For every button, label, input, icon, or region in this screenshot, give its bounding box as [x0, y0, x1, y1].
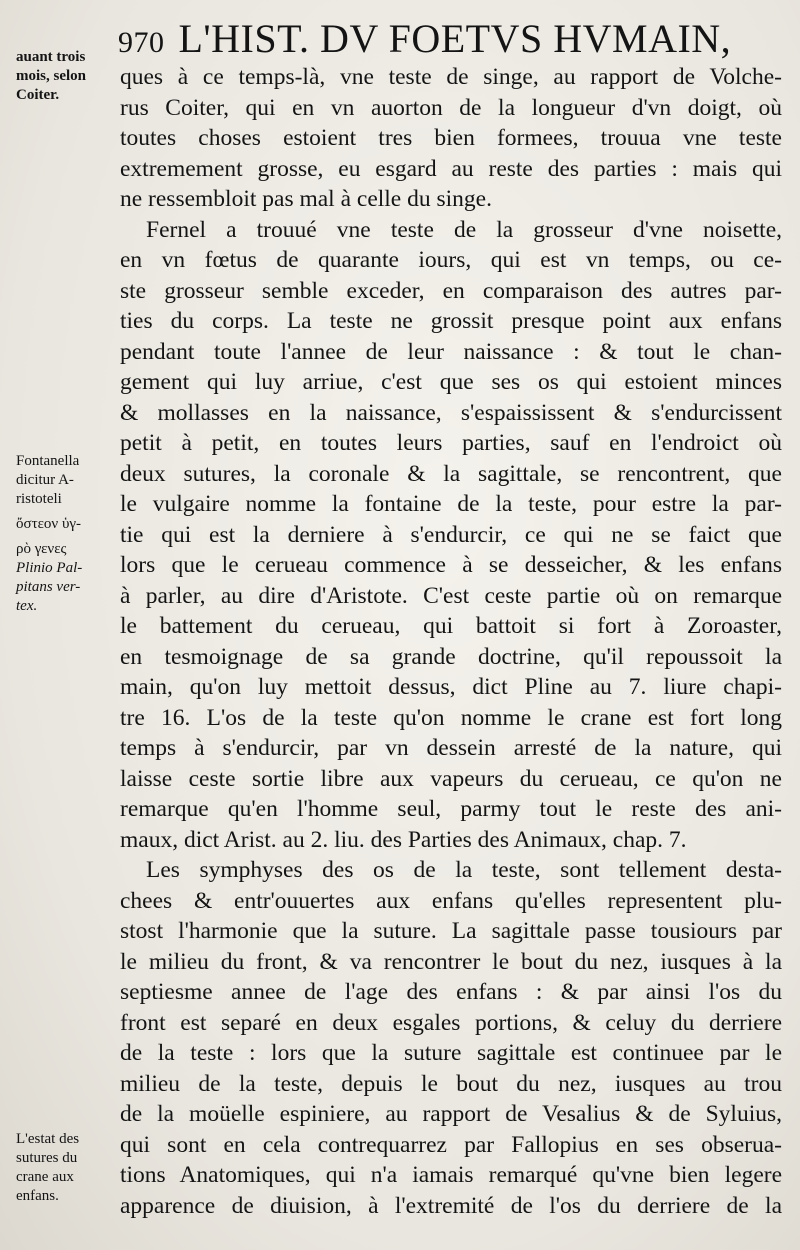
text-line: le vulgaire nomme la fontaine de la teste, pour estre la par- — [120, 491, 782, 517]
text-line: & mollasses en la naissance, s'espaississent & s'endurcissent — [120, 399, 782, 426]
margin-note-line: ristoteli — [16, 491, 62, 507]
text-line: deux sutures, la coronale & la sagittale, se rencontrent, que — [120, 460, 782, 487]
margin-note-line: enfans. — [16, 1188, 59, 1204]
text-line: le battement du cerueau, qui battoit si fort à Zoroaster, — [120, 613, 782, 639]
text-line: à parler, au dire d'Aristote. C'est ceste partie où on remarque — [120, 582, 782, 609]
text-line: ste grosseur semble exceder, en comparaison des autres par- — [120, 277, 782, 304]
margin-note-sutures — [16, 1130, 116, 1206]
margin-note-line: Fontanella — [16, 453, 80, 469]
body-text — [120, 62, 782, 1221]
text-line: laisse ceste sortie libre aux vapeurs du cerueau, ce qu'on ne — [120, 765, 782, 792]
text-line: front est separé en deux esgales portions, & celuy du derriere — [120, 1009, 782, 1036]
margin-note-line: ὄστεον ὑγ- — [16, 516, 81, 532]
text-line: Les symphyses des os de la teste, sont tellement desta- — [146, 857, 782, 883]
text-line: qui sont en cela contrequarrez par Fallopius en ses obserua- — [120, 1131, 782, 1158]
text-line: pendant toute l'annee de leur naissance : & tout le chan- — [120, 338, 782, 365]
text-line: tions Anatomiques, qui n'a iamais remarqué qu'vne bien legere — [120, 1162, 782, 1188]
text-line: tre 16. L'os de la teste qu'on nomme le crane est fort long — [120, 704, 782, 731]
margin-note-line: mois, selon — [16, 68, 87, 84]
text-line: maux, dict Arist. au 2. liu. des Parties des Animaux, chap. 7. — [120, 826, 687, 853]
text-line: main, qu'on luy mettoit dessus, dict Pline au 7. liure chapi- — [120, 674, 782, 700]
margin-note-coiter — [16, 48, 116, 105]
margin-note-line: Coiter. — [16, 87, 60, 103]
text-line: rus Coiter, qui en vn auorton de la longueur d'vn doigt, où — [120, 94, 782, 121]
text-line: en vn fœtus de quarante iours, qui est vn temps, ou ce- — [120, 247, 782, 273]
text-line: chees & entr'ouuertes aux enfans qu'elles representent plu- — [120, 887, 782, 914]
text-line: milieu de la teste, depuis le bout du nez, iusques au trou — [120, 1070, 782, 1097]
text-line: le milieu du front, & va rencontrer le bout du nez, iusques à la — [120, 948, 782, 975]
page-number: 970 — [118, 26, 165, 59]
text-line: remarque qu'en l'homme seul, parmy tout le reste des ani- — [120, 796, 782, 822]
margin-note-line: sutures du — [16, 1150, 78, 1166]
text-line: Fernel a trouué vne teste de la grosseur d'vne noisette, — [146, 216, 782, 243]
margin-note-line: ρὸ γενες — [16, 541, 67, 557]
margin-note-line: crane aux — [16, 1169, 74, 1185]
text-line: de la moüelle espiniere, au rapport de Vesalius & de Syluius, — [120, 1101, 782, 1127]
text-line: gement qui luy arriue, c'est que ses os qui estoient minces — [120, 369, 782, 395]
margin-note-line: pitans ver- — [16, 579, 81, 595]
text-line: tie qui est la derniere à s'endurcir, ce qui ne se faict que — [120, 521, 782, 548]
margin-note-line: tex. — [16, 598, 38, 614]
margin-note-line: dicitur A- — [16, 472, 74, 488]
margin-note-line: auant trois — [16, 49, 86, 65]
text-line: septiesme annee de l'age des enfans : & par ainsi l'os du — [120, 979, 782, 1005]
running-title: L'HIST. DV FOETVS HVMAIN, — [178, 16, 732, 61]
text-line: en tesmoignage de sa grande doctrine, qu'il repoussoit la — [120, 643, 782, 670]
text-line: lors que le cerueau commence à se desseicher, & les enfans — [120, 552, 782, 578]
text-line: extremement grosse, eu esgard au reste des parties : mais qui — [120, 155, 782, 182]
text-line: ques à ce temps-là, vne teste de singe, au rapport de Volche- — [120, 64, 782, 90]
page-header — [118, 14, 794, 64]
text-line: ties du corps. La teste ne grossit presque point aux enfans — [120, 308, 782, 334]
text-line: apparence de diuision, à l'extremité de l'os du derriere de la — [120, 1192, 782, 1219]
margin-note-fontanella — [16, 452, 116, 616]
text-line: de la teste : lors que la suture sagittale est continuee par le — [120, 1040, 782, 1066]
text-line: temps à s'endurcir, par vn dessein arresté de la nature, qui — [120, 735, 782, 761]
margin-note-line: Plinio Pal- — [16, 560, 83, 576]
margin-note-line: L'estat des — [16, 1131, 80, 1147]
text-line: stost l'harmonie que la suture. La sagittale passe tousiours par — [120, 918, 782, 944]
text-line: petit à petit, en toutes leurs parties, sauf en l'endroict où — [120, 430, 782, 456]
text-line: ne ressembloit pas mal à celle du singe. — [120, 186, 492, 212]
text-line: toutes choses estoient tres bien formees, trouua vne teste — [120, 125, 782, 151]
